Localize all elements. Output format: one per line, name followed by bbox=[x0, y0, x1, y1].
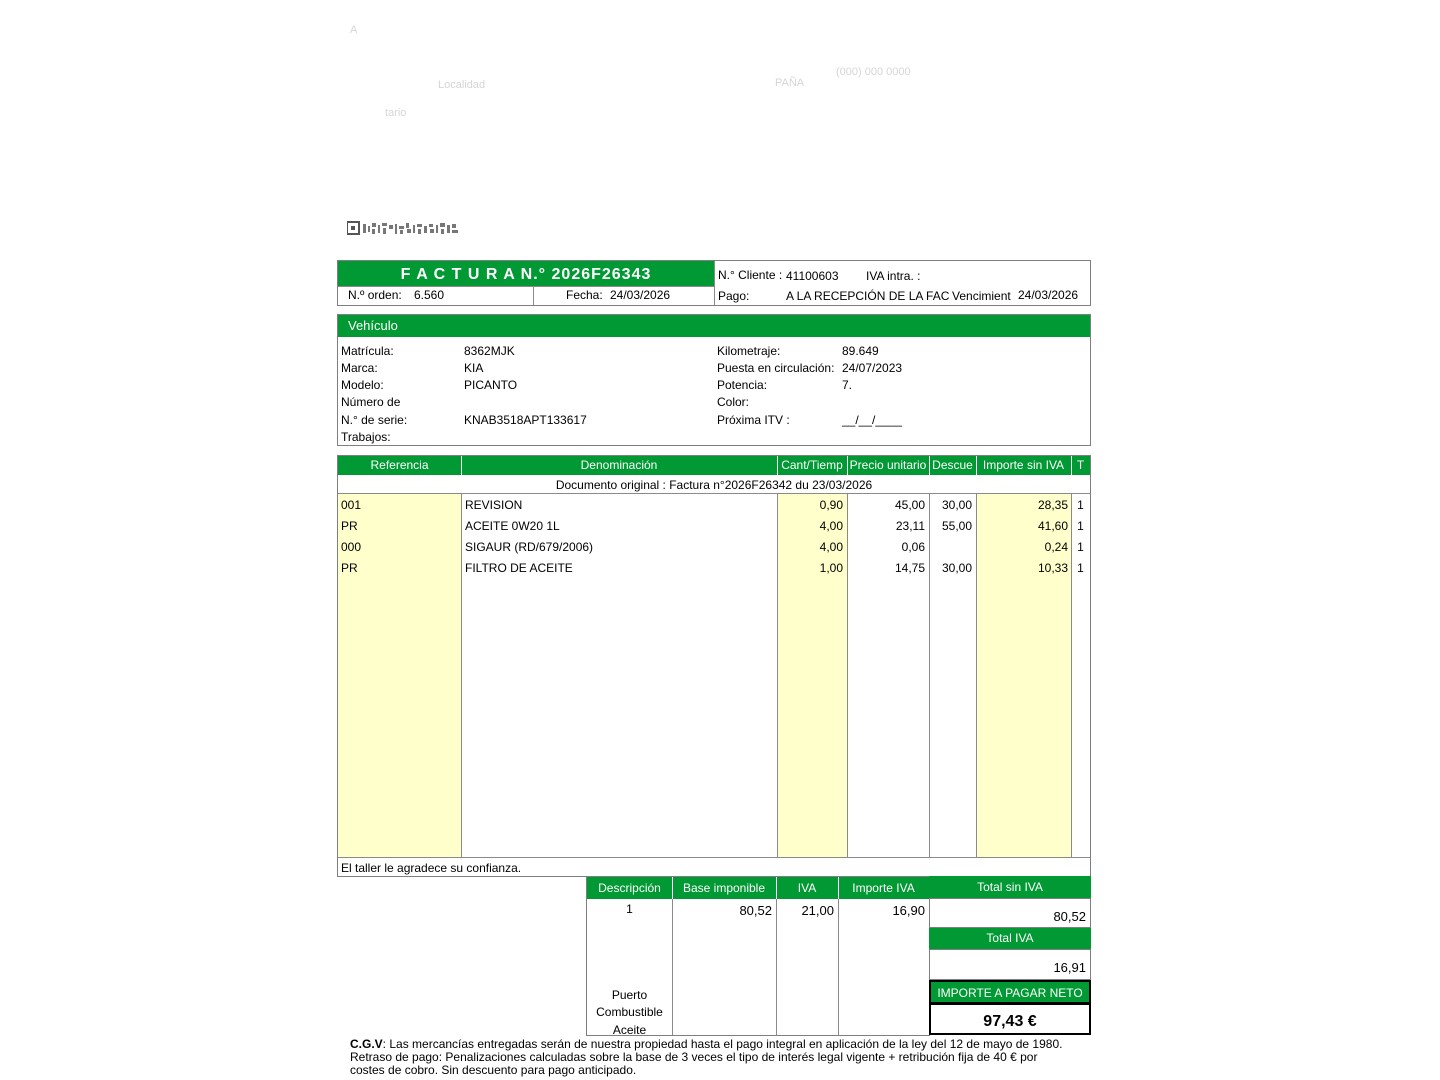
due-value: 24/03/2026 bbox=[1018, 288, 1079, 302]
vehicle-works-label: Trabajos: bbox=[341, 430, 391, 444]
total-sin-iva-label: Total sin IVA bbox=[929, 876, 1091, 898]
vehicle-section bbox=[337, 314, 1091, 446]
tax-col-desc: Descripción bbox=[598, 881, 661, 895]
row-amount: 10,33 bbox=[1037, 561, 1068, 575]
iva-intra-label: IVA intra. : bbox=[866, 269, 921, 283]
order-label: N.º orden: bbox=[348, 288, 402, 302]
client-label: N.° Cliente : bbox=[718, 268, 783, 282]
row-disc: 30,00 bbox=[941, 561, 972, 575]
row-disc: 55,00 bbox=[941, 519, 972, 533]
tax-base-value: 80,52 bbox=[739, 903, 772, 918]
faint-text-localidad: Localidad bbox=[438, 79, 486, 91]
col-header-disc: Descue bbox=[932, 458, 973, 472]
total-iva-value: 16,91 bbox=[929, 949, 1091, 980]
table-row bbox=[338, 540, 1090, 558]
row-qty: 4,00 bbox=[819, 519, 843, 533]
date-value: 24/03/2026 bbox=[610, 288, 671, 302]
row-ref: PR bbox=[341, 561, 358, 575]
tax-summary-header bbox=[587, 877, 929, 899]
row-ref: 001 bbox=[341, 498, 362, 512]
vehicle-km-label: Kilometraje: bbox=[717, 344, 781, 358]
net-amount-value: 97,43 € bbox=[929, 1003, 1091, 1035]
total-iva-label: Total IVA bbox=[929, 928, 1091, 949]
faint-text-a: A bbox=[350, 24, 358, 36]
row-desc: FILTRO DE ACEITE bbox=[465, 561, 573, 575]
row-price: 45,00 bbox=[894, 498, 925, 512]
row-qty: 4,00 bbox=[819, 540, 843, 554]
vehicle-brand-label: Marca: bbox=[341, 361, 378, 375]
faint-text-phone: (000) 000 0000 bbox=[836, 66, 911, 78]
terms-line-2: Retraso de pago: Penalizaciones calculadas sobre la base de 3 veces el tipo de interés legal vigente + retribución fija de 40 € por bbox=[350, 1050, 1038, 1064]
table-row bbox=[338, 519, 1090, 537]
order-value: 6.560 bbox=[414, 288, 445, 302]
row-price: 0,06 bbox=[901, 540, 925, 554]
vehicle-color-label: Color: bbox=[717, 395, 750, 409]
vehicle-power-label: Potencia: bbox=[717, 378, 768, 392]
vehicle-header-bar bbox=[338, 315, 1090, 337]
row-ref: 000 bbox=[341, 540, 362, 554]
row-t: 1 bbox=[1077, 498, 1084, 512]
invoice-title: F A C T U R A N.° 2026F26343 bbox=[400, 266, 652, 283]
row-ref: PR bbox=[341, 519, 358, 533]
row-amount: 0,24 bbox=[1044, 540, 1068, 554]
net-amount-label: IMPORTE A PAGAR NETO bbox=[929, 980, 1091, 1004]
note-aceite: Aceite bbox=[612, 1023, 647, 1037]
row-disc: 30,00 bbox=[941, 498, 972, 512]
totals-section bbox=[586, 876, 1092, 1036]
row-amount: 41,60 bbox=[1037, 519, 1068, 533]
col-header-price: Precio unitario bbox=[849, 458, 927, 472]
faint-text-tario: tario bbox=[385, 107, 407, 119]
terms-footer bbox=[350, 1038, 1090, 1077]
row-desc: ACEITE 0W20 1L bbox=[465, 519, 560, 533]
invoice-title-bar bbox=[338, 261, 714, 286]
terms-line-3: costes de cobro. Sin descuento para pago anticipado. bbox=[350, 1063, 637, 1077]
invoice-header bbox=[337, 260, 1091, 306]
col-header-ref: Referencia bbox=[370, 458, 429, 472]
tax-desc-value: 1 bbox=[626, 902, 633, 916]
vehicle-model-label: Modelo: bbox=[341, 378, 384, 392]
row-amount: 28,35 bbox=[1037, 498, 1068, 512]
faint-text-pais: PAÑA bbox=[775, 77, 805, 89]
terms-line-1-text: : Las mercancías entregadas serán de nuestra propiedad hasta el pago integral en aplicación de la ley del 12 de mayo de 1980. bbox=[382, 1037, 1063, 1051]
row-t: 1 bbox=[1077, 540, 1084, 554]
tax-col-iva: IVA bbox=[797, 881, 817, 895]
date-label: Fecha: bbox=[566, 288, 603, 302]
note-combustible: Combustible bbox=[596, 1005, 663, 1019]
table-row bbox=[338, 561, 1090, 579]
tax-summary-table bbox=[586, 876, 930, 1036]
vehicle-brand-value: KIA bbox=[464, 361, 484, 375]
vehicle-header: Vehículo bbox=[348, 318, 398, 333]
row-desc: REVISION bbox=[465, 498, 523, 512]
client-value: 41100603 bbox=[786, 269, 839, 283]
tax-iva-value: 21,00 bbox=[801, 903, 834, 918]
note-puerto: Puerto bbox=[611, 988, 648, 1002]
row-desc: SIGAUR (RD/679/2006) bbox=[465, 540, 594, 554]
grand-totals bbox=[929, 876, 1091, 1036]
tax-iva-amount-value: 16,90 bbox=[892, 903, 925, 918]
vehicle-power-value: 7. bbox=[842, 378, 853, 392]
lines-header-bar bbox=[338, 456, 1090, 475]
payment-value: A LA RECEPCIÓN DE LA FAC bbox=[786, 289, 950, 303]
col-header-amount: Importe sin IVA bbox=[982, 458, 1065, 472]
table-row bbox=[338, 498, 1090, 516]
due-label: Vencimient bbox=[952, 289, 1011, 303]
vehicle-number-label: Número de bbox=[341, 395, 401, 409]
terms-bold: C.G.V bbox=[350, 1037, 383, 1051]
vehicle-plate-value: 8362MJK bbox=[464, 344, 515, 358]
vehicle-registration-value: 24/07/2023 bbox=[842, 361, 903, 375]
row-t: 1 bbox=[1077, 561, 1084, 575]
row-price: 14,75 bbox=[894, 561, 925, 575]
vehicle-registration-label: Puesta en circulación: bbox=[717, 361, 835, 375]
row-qty: 1,00 bbox=[819, 561, 843, 575]
col-header-desc: Denominación bbox=[580, 458, 658, 472]
original-document-note: Documento original : Factura n°2026F26342 du 23/03/2026 bbox=[555, 478, 873, 492]
col-header-qty: Cant/Tiemp bbox=[781, 458, 843, 472]
lines-table bbox=[337, 455, 1091, 877]
payment-label: Pago: bbox=[718, 289, 750, 303]
vehicle-model-value: PICANTO bbox=[464, 378, 518, 392]
vehicle-serial-value: KNAB3518APT133617 bbox=[464, 413, 587, 427]
barcode-icon bbox=[347, 221, 461, 235]
col-header-t: T bbox=[1076, 458, 1085, 472]
vehicle-plate-label: Matrícula: bbox=[341, 344, 394, 358]
vehicle-itv-label: Próxima ITV : bbox=[717, 413, 790, 427]
thanks-message: El taller le agradece su confianza. bbox=[341, 861, 522, 875]
row-price: 23,11 bbox=[895, 519, 925, 533]
total-sin-iva-value: 80,52 bbox=[929, 898, 1091, 928]
tax-col-iva-amount: Importe IVA bbox=[852, 881, 915, 895]
vehicle-km-value: 89.649 bbox=[842, 344, 879, 358]
row-qty: 0,90 bbox=[819, 498, 843, 512]
row-t: 1 bbox=[1077, 519, 1084, 533]
vehicle-serial-label: N.° de serie: bbox=[341, 413, 408, 427]
vehicle-itv-value: __/__/____ bbox=[842, 413, 903, 427]
tax-col-base: Base imponible bbox=[682, 881, 766, 895]
